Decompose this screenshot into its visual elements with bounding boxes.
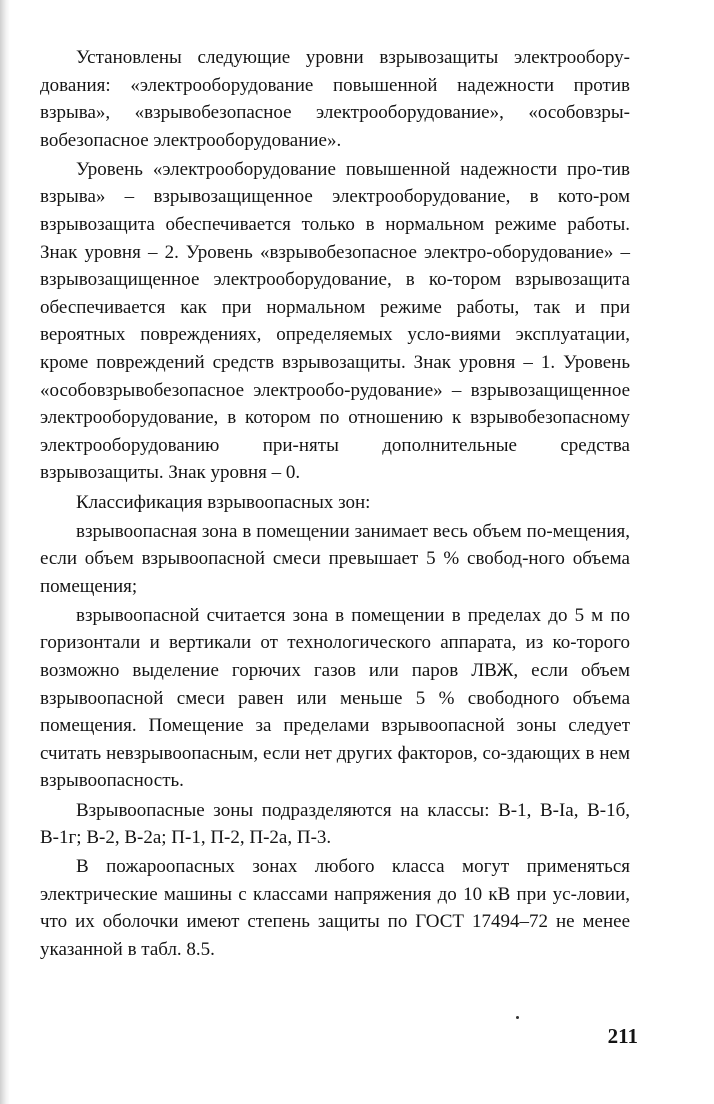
paragraph-zone-classification-heading: Классификация взрывоопасных зон: xyxy=(76,491,371,513)
page-body xyxy=(40,44,630,965)
paragraph-fire-hazard-zones: В пожароопасных зонах любого класса могут применяться электрические машины с классами напряжения до 10 кВ при ус-ловии, что их оболочки имеют степень защиты по ГОСТ 17494–72 не менее указанной в табл. 8.5. xyxy=(40,856,630,960)
paragraph-zone-whole-room: взрывоопасная зона в помещении занимает весь объем по-мещения, если объем взрывоопасной смеси превышает 5 % свобод-ного объема помещения; xyxy=(40,520,630,597)
paragraph-explosion-protection-levels: Установлены следующие уровни взрывозащиты электрообору-дования: «электрооборудование повышенной надежности против взрыва», «взрывобезопасное электрооборудование», «особовзры-вобезопасное электрооборудование». xyxy=(40,47,630,151)
paragraph-zone-classes: Взрывоопасные зоны подразделяются на классы: В-1, В-Iа, В-1б, В-1г; В-2, В-2а; П-1, П-2, П-2а, П-3. xyxy=(40,799,630,849)
page-number: 211 xyxy=(607,1024,638,1048)
scan-edge-shadow xyxy=(0,0,10,1104)
scan-speck xyxy=(516,1016,519,1019)
paragraph-zone-within-5m: взрывоопасной считается зона в помещении в пределах до 5 м по горизонтали и вертикали от технологического аппарата, из ко-торого возможно выделение горючих газов или паров ЛВЖ, если объем взрывоопасной смеси равен или меньше 5 % свободного объема помещения. Помещение за пределами взрывоопасной зоны следует считать невзрывоопасным, если нет других факторов, со-здающих в нем взрывоопасность. xyxy=(40,604,630,792)
paragraph-level-definitions: Уровень «электрооборудование повышенной надежности про-тив взрыва» – взрывозащищенное электрооборудование, в кото-ром взрывозащита обеспечивается только в нормальном режиме работы. Знак уровня – 2. Уровень «взрывобезопасное электро-оборудование» – взрывозащищенное электрооборудование, в ко-тором взрывозащита обеспечивается как при нормальном режиме работы, так и при вероятных повреждениях, определяемых усло-виями эксплуатации, кроме повреждений средств взрывозащиты. Знак уровня – 1. Уровень «особовзрывобезопасное электрообо-рудование» – взрывозащищенное электрооборудование, в котором по отношению к взрывобезопасному электрооборудованию при-няты дополнительные средства взрывозащиты. Знак уровня – 0. xyxy=(40,158,630,484)
